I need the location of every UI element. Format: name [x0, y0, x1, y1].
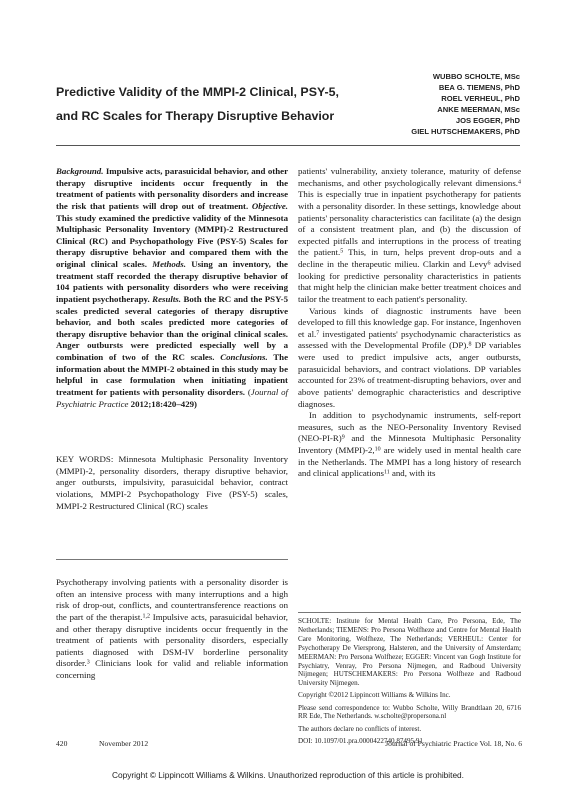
abstract-background-text: Impulsive acts, parasuicidal behavior, and other therapy disruptive incidents occur frequently in the treatment of patients with personality disorders and increase the risk that patients will drop out of treatment. [56, 166, 288, 211]
author-name: ANKE MEERMAN, MSc [437, 104, 520, 114]
body-text: patients' vulnerability, anxiety tolerance, maturity of defense mechanisms, and other psychologically relevant dimensions. [298, 166, 521, 188]
body-text: and, with its [389, 468, 436, 479]
page-number: 420 [56, 739, 68, 748]
body-text: Various kinds of diagnostic instruments have been developed to fill this knowledge gap. For instance, Ingenhoven et al. [298, 305, 522, 339]
body-paragraph [298, 166, 521, 306]
keywords: KEY WORDS: Minnesota Multiphasic Personality Inventory (MMPI)-2, personality disorders, therapy disruptive behavior, anger outbursts, impulsivity, parasuicidal behavior, contract violations, MMPI-2 Psychopathology Five (PSY-5) scales, MMPI-2 Restructured Clinical (RC) scales [56, 454, 288, 511]
abstract-methods-text: Using an inventory, the treatment staff recorded the therapy disruptive behavior of 104 patients with personality disorders who were receiving inpatient psychotherapy. [56, 259, 288, 304]
citation-superscript: 9 [341, 434, 345, 441]
citation-superscript: 6 [487, 260, 491, 267]
body-paragraph [298, 410, 521, 480]
body-text: investigated patients' psychodynamic characteristics as assessed with the Developmental Profile (DP). [298, 328, 521, 351]
affiliation-divider [298, 612, 521, 613]
author-name: ROEL VERHEUL, PhD [441, 93, 520, 103]
citation-superscript: 11 [383, 469, 390, 476]
author-list [411, 72, 520, 137]
citation-superscript: 1,2 [142, 613, 151, 620]
body-text: This is especially true in inpatient psychotherapy for patients with a personality disorder. In these settings, knowledge about patients' personality characteristics can facilitate (a) the design of a consistent treatment plan, and (b) the discussion of expected pitfalls and interruptions in the process of treating the patient. [298, 189, 521, 258]
body-text: In addition to psychodynamic instruments, self-report measures, such as the NEO-Personality Inventory Revised (NEO-PI-R) [298, 410, 521, 444]
title-line-1: Predictive Validity of the MMPI-2 Clinical, PSY-5, [56, 85, 339, 99]
citation-superscript: 3 [86, 659, 90, 666]
conflicts-statement: The authors declare no conflicts of interest. [298, 724, 422, 733]
header-divider [56, 145, 520, 146]
body-text: advised looking for predictive personality characteristics in patients that might help the clinician make better treatment choices and tailor the treatment to each patient's personality. [298, 259, 521, 304]
body-text: This, in turn, helps prevent drop-outs and a decline in the therapeutic milieu. Clarkin and Levy [298, 247, 522, 269]
body-text: are widely used in mental health care in the Netherlands. The MMPI has a long history of research and clinical applications [298, 445, 521, 479]
journal-citation: Journal of Psychiatric Practice Vol. 18, No. 6 [385, 739, 522, 748]
title-line-2: and RC Scales for Therapy Disruptive Behavior [56, 109, 335, 123]
copyright-notice: Copyright © Lippincott Williams & Wilkins. Unauthorized reproduction of this article is prohibited. [112, 770, 464, 780]
body-text-right [298, 166, 521, 480]
abstract-background-label: Background. [56, 166, 104, 176]
issue-date: November 2012 [99, 739, 149, 748]
correspondence: Please send correspondence to: Wubbo Scholte, Willy Brandtlaan 20, 6716 RR Ede, The Netherlands. w.scholte@propersona.nl [298, 703, 521, 721]
doi: DOI: 10.1097/01.pra.0000422740.87495.91 [298, 736, 423, 745]
abstract-objective-label: Objective. [251, 200, 288, 211]
citation-superscript: 7 [316, 330, 320, 337]
author-name: WUBBO SCHOLTE, MSc [432, 72, 520, 81]
intro-text: Impulsive acts, parasuicidal behavior, and other therapy disruptive incidents occur frequently in the treatment of patients with personality disorders, especially patients diagnosed with DSM-IV borderline personality disorder. [56, 611, 288, 669]
citation-ref: 2012;18:420–429) [128, 398, 197, 409]
author-affiliations: SCHOLTE: Institute for Mental Health Care, Pro Persona, Ede, The Netherlands; TIEMENS: Pro Persona Wolfheze and Centre for Mental Health Care Monitoring, Wolfheze, The Netherlands; VERHEUL: Center for Psychotherapy De Viersprong, Halsteren, and the University of Amsterdam; MEERMAN: Pro Persona Wolfheze; EGGER: Vincent van Gogh Institute for Psychiatry, Venray, Pro Persona Nijmegen, and Radboud University Nijmegen; HUTSCHEMAKERS: Pro Persona Wolfheze and Radboud University Nijmegen. [298, 617, 521, 688]
citation-superscript: 4 [518, 178, 521, 185]
body-paragraph [298, 306, 521, 411]
affiliations [298, 617, 521, 749]
abstract-objective-text: This study examined the predictive validity of the Minnesota Multiphasic Personality Inventory (MMPI)-2 Restructured Clinical (RC) and Psychopathology Five (PSY-5) Scales for therapy disruptive behavior and compared them with the original clinical scales. [56, 212, 288, 269]
author-name: BEA G. TIEMENS, PhD [438, 82, 520, 92]
abstract [56, 166, 288, 410]
citation-open: ( [244, 386, 251, 397]
intro-text: Psychotherapy involving patients with a personality disorder is often an intensive process with many interruptions and a high risk of drop-out, conflicts, and countertransference reactions on the part of the therapist. [56, 577, 288, 622]
author-name: GIEL HUTSCHEMAKERS, PhD [411, 126, 520, 136]
abstract-results-label: Results. [152, 293, 181, 304]
citation-journal: Journal of Psychiatric Practice [56, 386, 288, 409]
abstract-divider [56, 559, 288, 560]
body-text: DP variables were used to predict impulsive acts, anger outbursts, parasuicidal behaviors, and contract violations. DP variables accounted for 23% of treatment-disrupting behaviors, over and above patients' demographic characteristics and descriptive diagnoses. [298, 340, 521, 409]
intro-paragraph [56, 577, 288, 682]
copyright-line: Copyright ©2012 Lippincott Williams & Wilkins Inc. [298, 691, 451, 700]
author-name: JOS EGGER, PhD [455, 115, 520, 125]
article-title [56, 80, 356, 128]
citation-superscript: 8 [468, 341, 472, 348]
citation-superscript: 5 [340, 248, 344, 255]
abstract-methods-label: Methods. [152, 259, 186, 269]
abstract-conclusions-text: The information about the MMPI-2 obtained in this study may be helpful in case formulation when initiating inpatient treatment for patients with personality disorders. [56, 352, 288, 397]
abstract-results-text: Both the RC and the PSY-5 scales predicted several categories of therapy disruptive behavior, and both scales predicted more categories of therapy disruptive behavior than the original clinical scales. Anger outbursts were predicted especially well by a combination of two of the RC scales. [56, 293, 289, 362]
abstract-conclusions-label: Conclusions. [220, 352, 268, 362]
intro-text: Clinicians look for valid and reliable information concerning [56, 658, 288, 680]
citation-superscript: 10 [374, 446, 381, 453]
body-text: and the Minnesota Multiphasic Personality Inventory (MMPI)-2, [298, 433, 521, 455]
